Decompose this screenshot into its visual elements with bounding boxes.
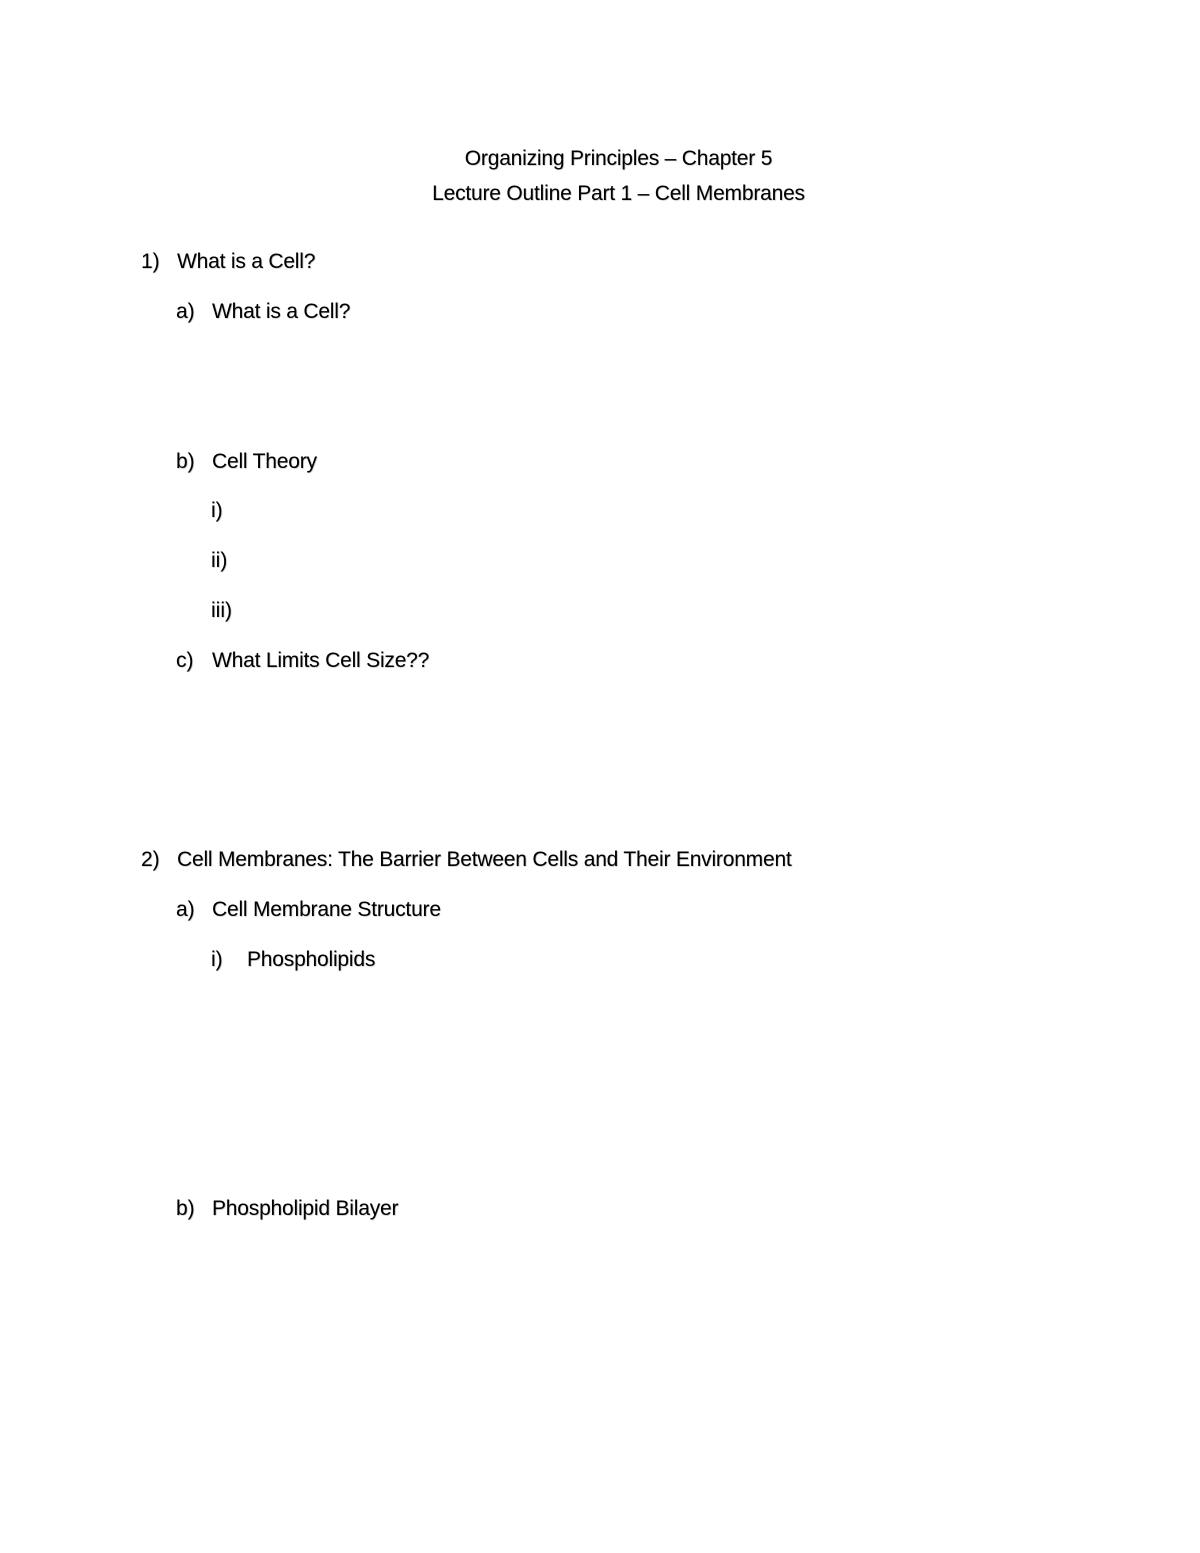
section-1-number: 1) [141,250,160,273]
item-1c-marker: c) [176,649,194,672]
item-2a-i-text: Phospholipids [247,948,376,971]
item-1c-text: What Limits Cell Size?? [212,649,430,672]
item-1b-text: Cell Theory [212,450,317,473]
document-title: Organizing Principles – Chapter 5 [464,147,773,170]
document-subtitle: Lecture Outline Part 1 – Cell Membranes [432,182,805,205]
item-1b-iii-marker: iii) [211,599,232,622]
section-2-heading: Cell Membranes: The Barrier Between Cells and Their Environment [177,848,792,871]
section-2-number: 2) [141,848,160,871]
item-1b-ii-marker: ii) [211,549,228,572]
item-2a-text: Cell Membrane Structure [212,898,441,921]
item-1a-text: What is a Cell? [212,300,351,323]
item-1a-marker: a) [176,300,195,323]
item-2a-i-marker: i) [211,948,223,971]
section-1-heading: What is a Cell? [177,250,316,273]
item-2b-marker: b) [176,1197,195,1220]
item-1b-i-marker: i) [211,499,223,522]
item-2b-text: Phospholipid Bilayer [212,1197,399,1220]
item-2a-marker: a) [176,898,195,921]
item-1b-marker: b) [176,450,195,473]
